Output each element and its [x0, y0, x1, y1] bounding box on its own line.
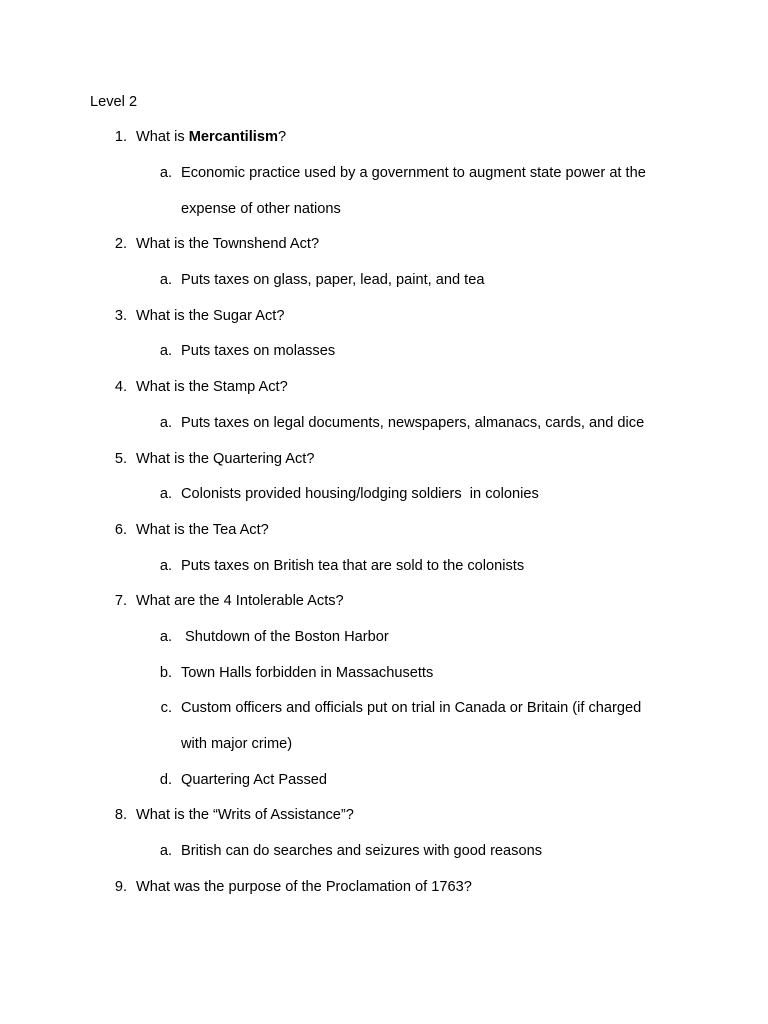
- page-heading: Level 2: [90, 94, 138, 110]
- question-number: 5.: [114, 451, 127, 467]
- question-number: 2.: [114, 236, 127, 252]
- question-number: 8.: [114, 807, 127, 823]
- answer-letter: b.: [159, 665, 172, 681]
- answer-text: expense of other nations: [181, 201, 341, 217]
- answer-letter: a.: [159, 272, 172, 288]
- bold-term: Mercantilism: [188, 129, 278, 145]
- answer-text: Puts taxes on legal documents, newspapers, almanacs, cards, and dice: [181, 415, 645, 431]
- answer-letter: a.: [159, 843, 172, 859]
- question-text: What is Mercantilism?: [136, 129, 287, 145]
- answer-letter: a.: [159, 486, 172, 502]
- question-number: 9.: [114, 879, 127, 895]
- question-number: 7.: [114, 593, 127, 609]
- answer-letter: c.: [160, 700, 172, 716]
- answer-text: Custom officers and officials put on trial in Canada or Britain (if charged: [181, 700, 642, 716]
- answer-letter: a.: [159, 165, 172, 181]
- question-text: What is the “Writs of Assistance”?: [136, 807, 354, 823]
- question-text: What is the Stamp Act?: [136, 379, 288, 395]
- question-text: What is the Tea Act?: [136, 522, 269, 538]
- question-number: 1.: [114, 129, 127, 145]
- answer-text: Town Halls forbidden in Massachusetts: [181, 665, 434, 681]
- answer-text: Quartering Act Passed: [181, 772, 328, 788]
- answer-text: Shutdown of the Boston Harbor: [181, 629, 389, 645]
- question-number: 3.: [114, 308, 127, 324]
- answer-text: Puts taxes on molasses: [181, 343, 336, 359]
- answer-letter: a.: [159, 629, 172, 645]
- question-number: 6.: [114, 522, 127, 538]
- answer-text: Puts taxes on glass, paper, lead, paint, and tea: [181, 272, 485, 288]
- answer-text: British can do searches and seizures with good reasons: [181, 843, 542, 859]
- question-text: What are the 4 Intolerable Acts?: [136, 593, 344, 609]
- question-text: What is the Sugar Act?: [136, 308, 285, 324]
- question-text: What was the purpose of the Proclamation of 1763?: [136, 879, 472, 895]
- question-text: What is the Townshend Act?: [136, 236, 320, 252]
- answer-letter: a.: [159, 558, 172, 574]
- answer-text: Colonists provided housing/lodging soldiers in colonies: [181, 486, 539, 502]
- answer-text: Economic practice used by a government to augment state power at the: [181, 165, 646, 181]
- answer-letter: a.: [159, 415, 172, 431]
- answer-letter: a.: [159, 343, 172, 359]
- answer-letter: d.: [159, 772, 172, 788]
- question-number: 4.: [114, 379, 127, 395]
- answer-text: Puts taxes on British tea that are sold to the colonists: [181, 558, 525, 574]
- answer-text: with major crime): [181, 736, 293, 752]
- question-text: What is the Quartering Act?: [136, 451, 315, 467]
